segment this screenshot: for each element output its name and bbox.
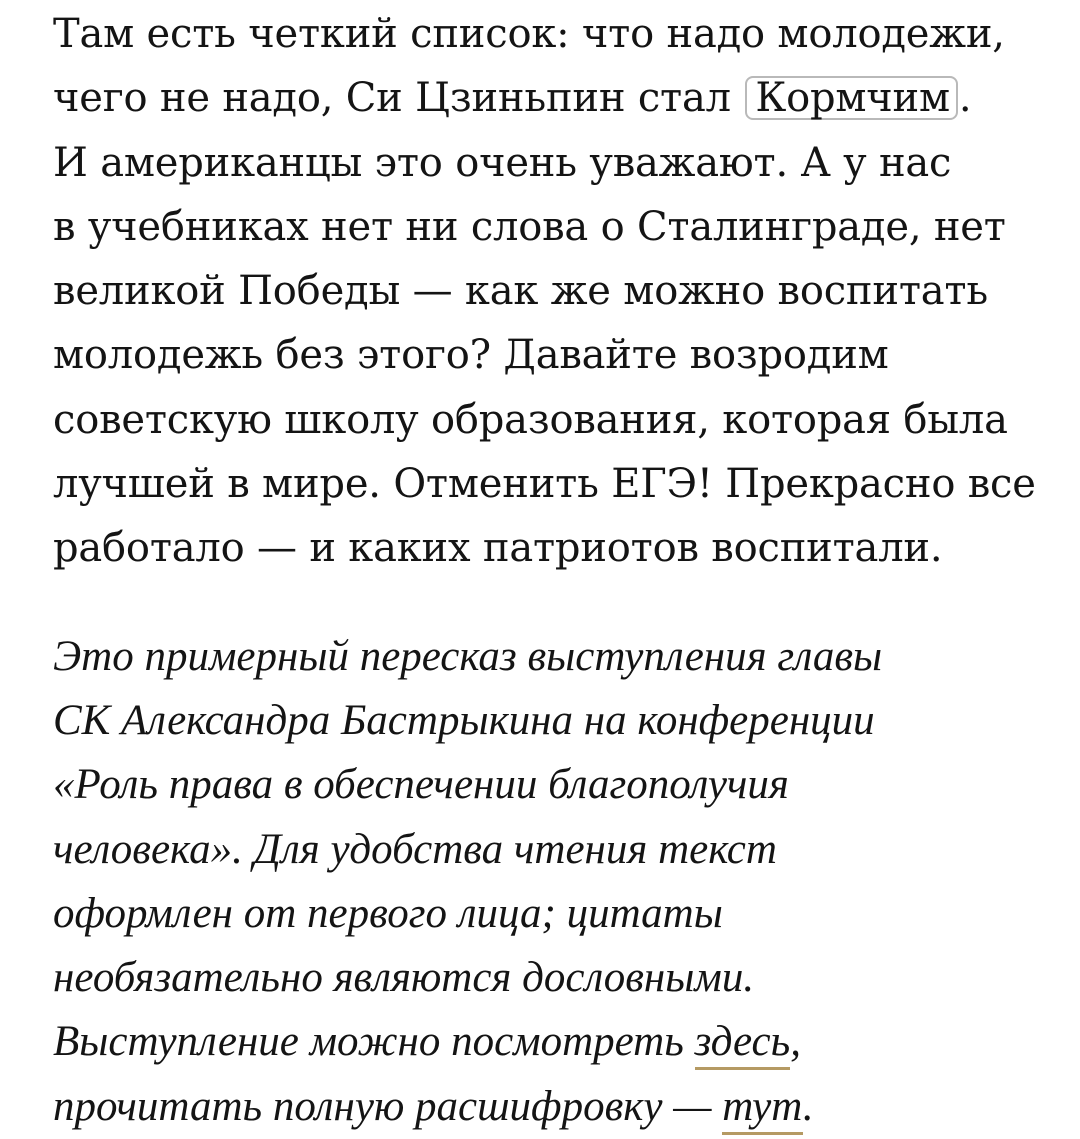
note-line: СК Александра Бастрыкина на конференции — [53, 696, 875, 744]
transcript-link[interactable]: тут — [722, 1083, 803, 1135]
note-line: Это примерный пересказ выступления главы — [53, 632, 883, 680]
note-punctuation: , — [790, 1018, 801, 1066]
paragraph-line: великой Победы — как же можно воспитать — [53, 268, 988, 315]
note-line-text: Выступление можно посмотреть — [53, 1018, 695, 1066]
paragraph-line: советскую школу образования, которая была — [53, 396, 1008, 443]
quote-paragraph — [53, 0, 1043, 581]
note-line — [53, 1010, 1043, 1074]
note-line: оформлен от первого лица; цитаты — [53, 889, 723, 937]
term-suffix: . — [958, 75, 972, 122]
paragraph-line: И американцы это очень уважают. А у нас — [53, 139, 952, 186]
note-line-text: прочитать полную расшифровку — — [53, 1082, 723, 1130]
term-tooltip-button[interactable]: Кормчим — [745, 76, 958, 120]
paragraph-line: Там есть четкий список: что надо молодежи, — [53, 11, 1005, 57]
paragraph-line — [53, 66, 1043, 130]
note-line — [53, 1075, 1043, 1139]
paragraph-line: молодежь без этого? Давайте возродим — [53, 332, 889, 379]
note-line: необязательно являются дословными. — [53, 954, 755, 1002]
paragraph-line-text: чего не надо, Си Цзиньпин стал — [53, 75, 744, 122]
note-line: «Роль права в обеспечении благополучия — [53, 761, 789, 809]
note-line: человека». Для удобства чтения текст — [53, 825, 777, 873]
paragraph-line: в учебниках нет ни слова о Сталинграде, нет — [53, 203, 1006, 250]
note-punctuation: . — [802, 1082, 814, 1130]
article-body — [53, 0, 1043, 1139]
video-link[interactable]: здесь — [695, 1018, 791, 1070]
editorial-note — [53, 625, 1043, 1139]
paragraph-line: лучшей в мире. Отменить ЕГЭ! Прекрасно все — [53, 461, 1036, 508]
paragraph-line: работало — и каких патриотов воспитали. — [53, 525, 943, 572]
